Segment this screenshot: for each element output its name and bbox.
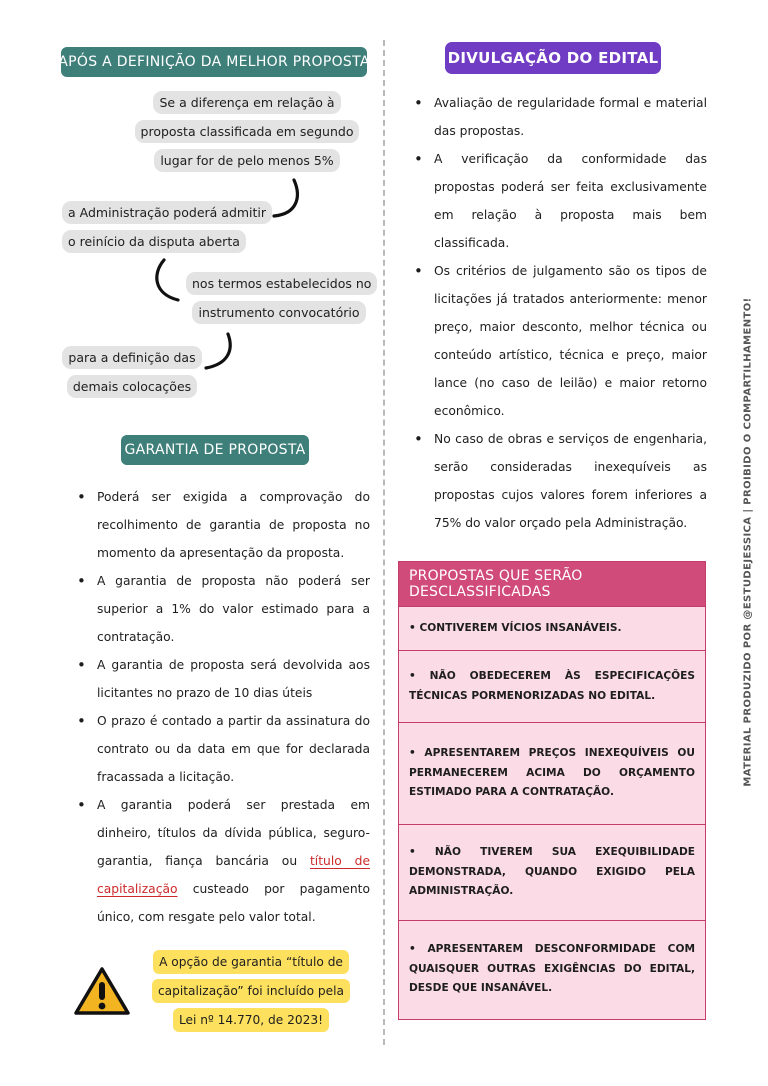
table-row: • APRESENTAREM DESCONFORMIDADE COM QUAISQUER OUTRAS EXIGÊNCIAS DO EDITAL, DESDE QUE INSANÁVEL. [399,920,705,1018]
list-item: • Os critérios de julgamento são os tipos de licitações já tratados anteriormente: menor preço, maior desconto, melhor técnica ou conteúdo artístico, técnica e preço, maior lance (no caso de leilão) e maior retorno econômico. [412,257,707,425]
table-row: • CONTIVEREM VÍCIOS INSANÁVEIS. [399,606,705,650]
list-item: • Poderá ser exigida a comprovação do recolhimento de garantia de proposta no momento da apresentação da proposta. [75,483,370,567]
list-item: • No caso de obras e serviços de engenharia, serão consideradas inexequíveis as propostas cujos valores forem inferiores a 75% do valor orçado pela Administração. [412,425,707,537]
capitalizacao-note: A opção de garantia “título de capitalização” foi incluído pela Lei nº 14.770, de 2023! [149,948,353,1035]
flow-step-2: a Administração poderá admitir o reinício da disputa aberta [62,198,272,256]
flow-step-3: nos termos estabelecidos no instrumento convocatório [186,269,372,327]
list-item: • O prazo é contado a partir da assinatura do contrato ou da data em que for declarada fracassada a licitação. [75,707,370,791]
list-item: • A garantia de proposta não poderá ser superior a 1% do valor estimado para a contratação. [75,567,370,651]
flow-connector-2 [150,256,186,306]
desclassificadas-table [398,561,706,1020]
list-item: • Avaliação de regularidade formal e material das propostas. [412,89,707,145]
table-row: • NÃO TIVEREM SUA EXEQUIBILIDADE DEMONSTRADA, QUANDO EXIGIDO PELA ADMINISTRAÇÃO. [399,824,705,920]
list-item: • A garantia de proposta será devolvida aos licitantes no prazo de 10 dias úteis [75,651,370,707]
warning-triangle-icon [72,965,132,1017]
copyright-side-note: MATERIAL PRODUZIDO POR @ESTUDEJESSICA | PROIBIDO O COMPARTILHAMENTO! [742,297,754,787]
header-divulgacao-edital: DIVULGAÇÃO DO EDITAL [445,42,661,74]
table-row: • APRESENTAREM PREÇOS INEXEQUÍVEIS OU PERMANECEREM ACIMA DO ORÇAMENTO ESTIMADO PARA A CONTRATAÇÃO. [399,722,705,824]
flow-step-4: para a definição das demais colocações [62,343,202,401]
flow-step-1: Se a diferença em relação à proposta classificada em segundo lugar for de pelo menos 5% [134,88,360,175]
flow-connector-1 [268,176,308,222]
table-row: • NÃO OBEDECEREM ÀS ESPECIFICAÇÕES TÉCNICAS PORMENORIZADAS NO EDITAL. [399,650,705,722]
edital-list [412,89,707,537]
header-apos-definicao: APÓS A DEFINIÇÃO DA MELHOR PROPOSTA [61,47,367,77]
list-item: • A verificação da conformidade das propostas poderá ser feita exclusivamente em relação à proposta mais bem classificada. [412,145,707,257]
table-title: PROPOSTAS QUE SERÃO DESCLASSIFICADAS [399,562,705,606]
column-divider [383,40,385,1045]
list-item: • A garantia poderá ser prestada em dinheiro, títulos da dívida pública, seguro-garantia, fiança bancária ou título de capitalização custeado por pagamento único, com resgate pelo valor total. [75,791,370,931]
flow-connector-3 [200,330,240,374]
garantia-list [75,483,370,931]
header-garantia-proposta: GARANTIA DE PROPOSTA [121,435,309,465]
titulo-capitalizacao-highlight: título de capitalização [97,854,371,896]
